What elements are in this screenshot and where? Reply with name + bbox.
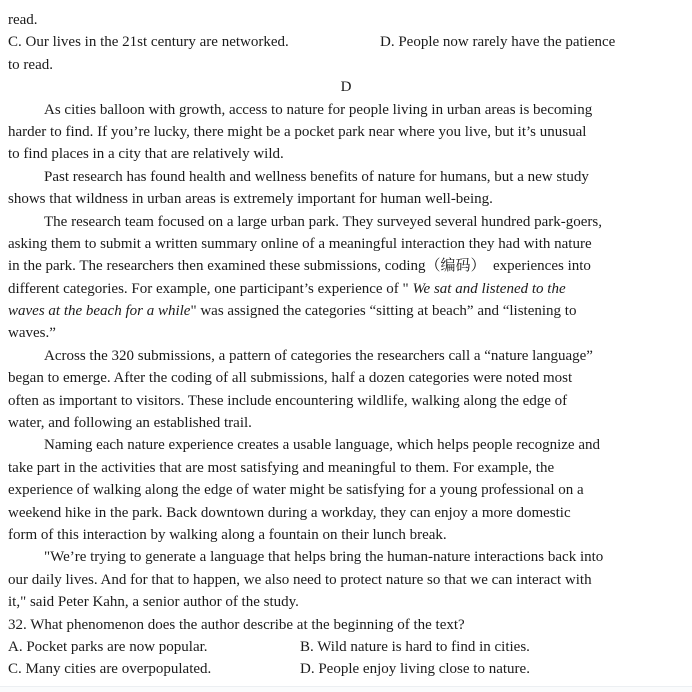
passage-paragraph-4-line-2	[8, 367, 684, 389]
option-c: C. Many cities are overpopulated.	[8, 661, 212, 678]
passage-paragraph-5-line-3	[8, 479, 684, 501]
passage-text: water, and following an established trail.	[8, 415, 252, 432]
passage-text: Naming each nature experience creates a usable language, which helps people recognize and	[44, 437, 600, 454]
passage-text: harder to find. If you’re lucky, there might be a pocket park near where you live, but it’s unusual	[8, 123, 587, 140]
option-a: A. Pocket parks are now popular.	[8, 638, 208, 655]
question-option-row-1	[8, 636, 684, 658]
passage-text: often as important to visitors. These include encountering wildlife, walking along the edge of	[8, 392, 568, 409]
prev-option-d-wrap-line: to read.	[8, 56, 53, 73]
passage-paragraph-1-line-1	[8, 99, 684, 121]
passage	[8, 99, 684, 614]
passage-paragraph-3-line-4	[8, 278, 684, 300]
passage-text: experience of walking along the edge of water might be satisfying for a young professional on a	[8, 482, 584, 499]
passage-paragraph-6-line-2	[8, 569, 684, 591]
passage-quote-italic-text: waves at the beach for a while	[8, 303, 191, 320]
passage-paragraph-3-line-2	[8, 233, 684, 255]
passage-paragraph-4-line-4	[8, 412, 684, 434]
passage-paragraph-5-line-5	[8, 524, 684, 546]
passage-paragraph-3-line-5	[8, 300, 684, 322]
passage-paragraph-5-line-4	[8, 502, 684, 524]
passage-paragraph-3-line-1	[8, 211, 684, 233]
passage-text: to find places in a city that are relatively wild.	[8, 146, 284, 163]
passage-text: The research team focused on a large urban park. They surveyed several hundred park-goers,	[44, 213, 602, 230]
passage-text: Across the 320 submissions, a pattern of categories the researchers call a “nature language”	[44, 347, 593, 364]
passage-text: Past research has found health and wellness benefits of nature for humans, but a new study	[44, 168, 589, 185]
passage-text: shows that wildness in urban areas is extremely important for human well-being.	[8, 191, 493, 208]
passage-text: waves.”	[8, 325, 56, 342]
prev-option-d: D. People now rarely have the patience	[380, 34, 616, 51]
passage-paragraph-3-line-6	[8, 322, 684, 344]
page-bottom-edge	[0, 686, 692, 692]
passage-paragraph-6-line-3	[8, 591, 684, 613]
passage-paragraph-4-line-3	[8, 390, 684, 412]
section-header: D	[340, 79, 352, 96]
prev-option-c: C. Our lives in the 21st century are networked.	[8, 34, 289, 51]
passage-text: form of this interaction by walking along a fountain on their lunch break.	[8, 526, 447, 543]
passage-text: "We’re trying to generate a language that helps bring the human-nature interactions back into	[44, 549, 604, 566]
passage-paragraph-1-line-2	[8, 121, 684, 143]
passage-text: As cities balloon with growth, access to nature for people living in urban areas is becoming	[44, 101, 593, 118]
passage-text: take part in the activities that are most satisfying and meaningful to them. For example, the	[8, 459, 555, 476]
passage-text: different categories. For example, one participant’s experience of "	[8, 280, 413, 297]
passage-text: began to emerge. After the coding of all submissions, half a dozen categories were noted most	[8, 370, 573, 387]
passage-paragraph-1-line-3	[8, 143, 684, 165]
option-d: D. People enjoy living close to nature.	[300, 661, 530, 678]
prev-question-tail-line: read.	[8, 12, 38, 28]
passage-paragraph-2-line-2	[8, 188, 684, 210]
prev-question-option-row	[8, 31, 684, 53]
passage-paragraph-5-line-2	[8, 457, 684, 479]
passage-text: our daily lives. And for that to happen, we also need to protect nature so that we can interact with	[8, 571, 592, 588]
passage-paragraph-3-line-3	[8, 255, 684, 277]
question-option-row-2	[8, 658, 684, 680]
option-b: B. Wild nature is hard to find in cities.	[300, 638, 530, 655]
passage-text: " was assigned the categories “sitting at beach” and “listening to	[190, 303, 577, 320]
passage-paragraph-6-line-1	[8, 546, 684, 568]
passage-paragraph-5-line-1	[8, 434, 684, 456]
passage-text: in the park. The researchers then examined these submissions, coding（编码） experiences into	[8, 258, 591, 275]
passage-quote-italic-text: We sat and listened to the	[412, 280, 566, 297]
passage-text: weekend hike in the park. Back downtown during a workday, they can enjoy a more domestic	[8, 504, 571, 521]
passage-text: it," said Peter Kahn, a senior author of the study.	[8, 594, 299, 611]
passage-paragraph-4-line-1	[8, 345, 684, 367]
passage-paragraph-2-line-1	[8, 166, 684, 188]
passage-text: asking them to submit a written summary online of a meaningful interaction they had with nature	[8, 235, 592, 252]
question-stem: 32. What phenomenon does the author describe at the beginning of the text?	[8, 616, 465, 633]
